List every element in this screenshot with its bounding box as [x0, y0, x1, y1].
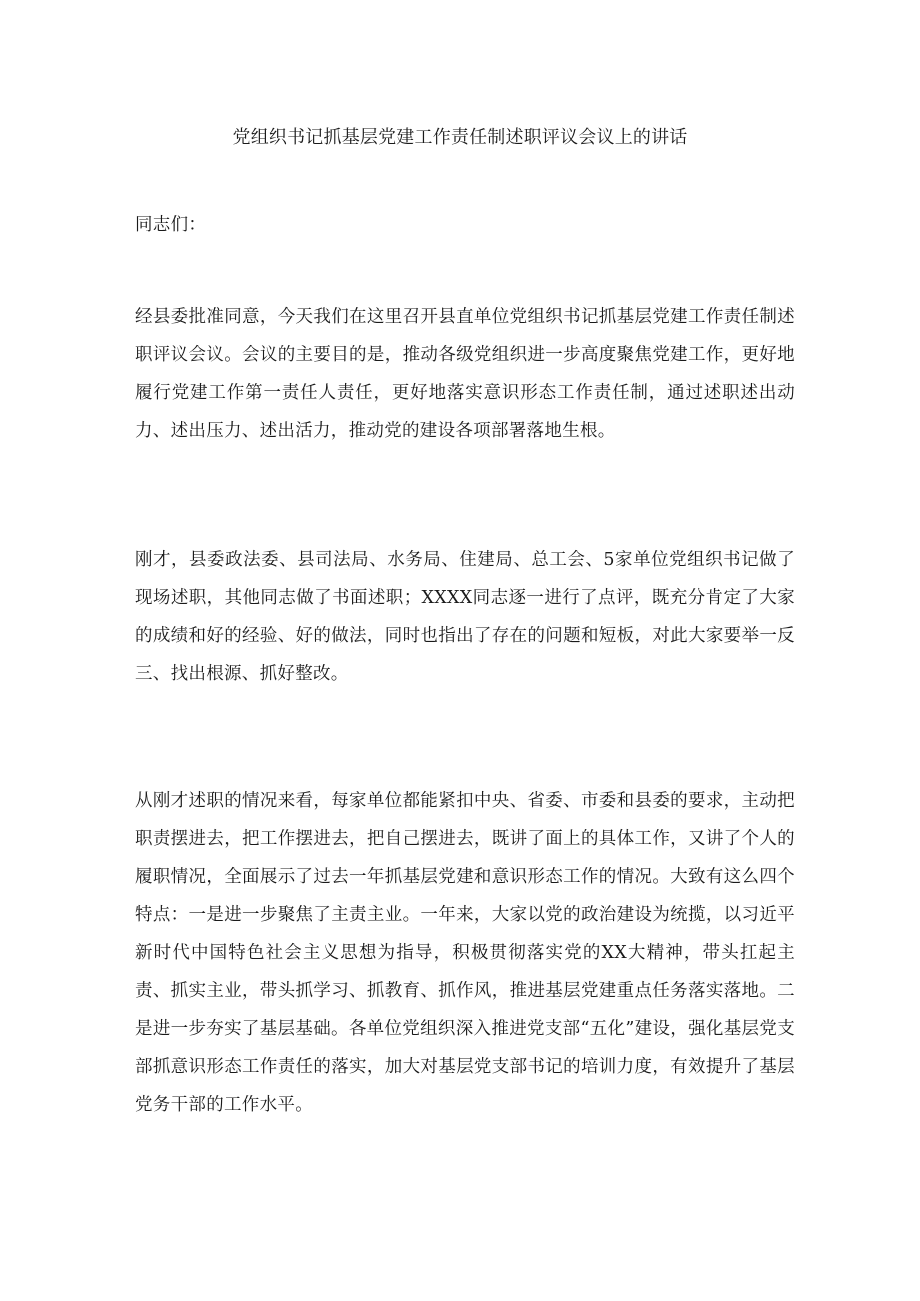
salutation-text: 同志们：: [135, 215, 207, 235]
paragraph-text: 经县委批准同意，今天我们在这里召开县直单位党组织书记抓基层党建工作责任制述职评议会议。会议的主要目的是，推动各级党组织进一步高度聚焦党建工作，更好地履行党建工作第一责任人责任，更好地落实意识形态工作责任制，通过述职述出动力、述出压力、述出活力，推动党的建设各项部署落地生根。: [135, 307, 795, 441]
paragraph-2: [135, 541, 795, 693]
salutation: [135, 206, 795, 244]
document-title: 党组织书记抓基层党建工作责任制述职评议会议上的讲话: [232, 127, 688, 148]
paragraph-text: 从刚才述职的情况来看，每家单位都能紧扣中央、省委、市委和县委的要求，主动把职责摆进去，把工作摆进去，把自己摆进去，既讲了面上的具体工作，又讲了个人的履职情况，全面展示了过去一年抓基层党建和意识形态工作的情况。大致有这么四个特点：一是进一步聚焦了主责主业。一年来，大家以党的政治建设为统揽，以习近平新时代中国特色社会主义思想为指导，积极贯彻落实党的XX大精神，带头扛起主责、抓实主业，带头抓学习、抓教育、抓作风，推进基层党建重点任务落实落地。二是进一步夯实了基层基础。各单位党组织深入推进党支部“五化”建设，强化基层党支部抓意识形态工作责任的落实，加大对基层党支部书记的培训力度，有效提升了基层党务干部的工作水平。: [135, 791, 795, 1115]
paragraph-3: [135, 782, 795, 1124]
paragraph-1: [135, 298, 795, 450]
paragraph-text: 刚才，县委政法委、县司法局、水务局、住建局、总工会、5家单位党组织书记做了现场述职，其他同志做了书面述职；XXXX同志逐一进行了点评，既充分肯定了大家的成绩和好的经验、好的做法，同时也指出了存在的问题和短板，对此大家要举一反三、找出根源、抓好整改。: [135, 550, 795, 684]
